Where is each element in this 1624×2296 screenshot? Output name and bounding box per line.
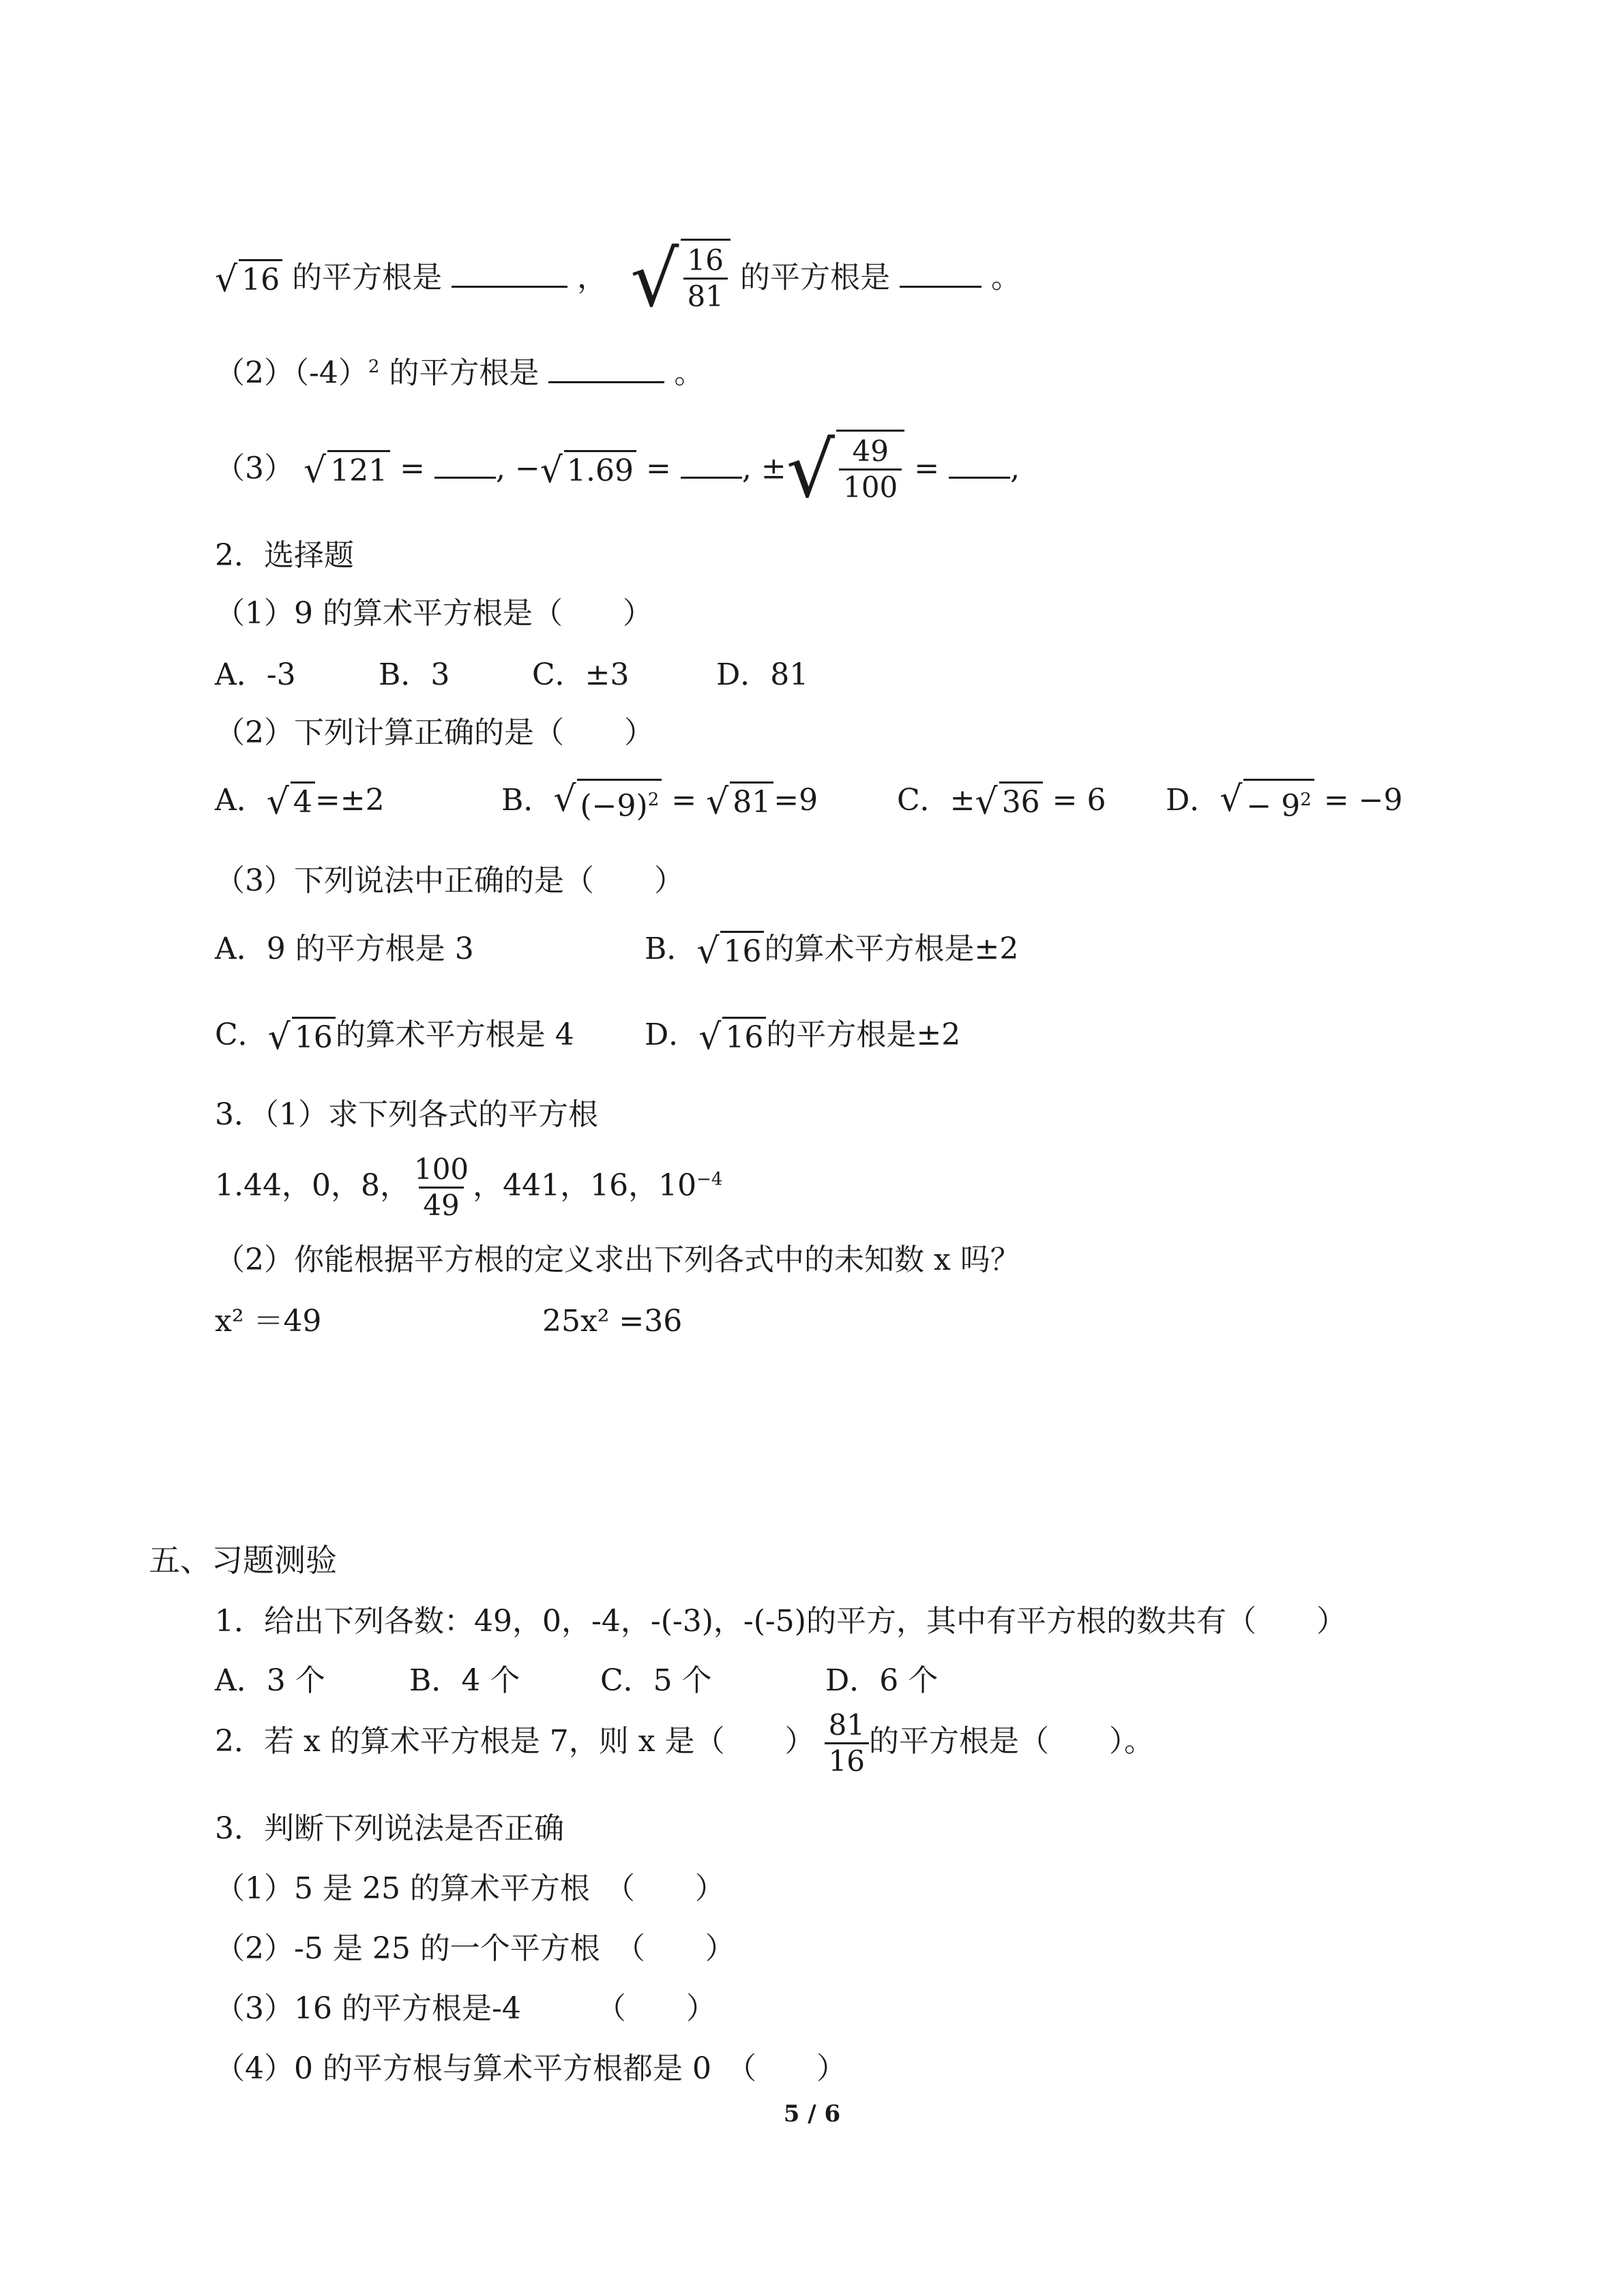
option-b[interactable]: B． √ $(-9)^2$ = √ 81 =9 [501, 779, 897, 826]
q3-list-b: ，441，16，10 [473, 1168, 697, 1203]
sqrt-121: √ 121 [304, 450, 390, 491]
q3-list-exp: −4 [696, 1169, 723, 1190]
p5-j2: （2）-5 是 25 的一个平方根 （ ） [215, 1931, 735, 1966]
p5-q1: 1．给出下列各数：49，0，-4，-(-3)，-(-5)的平方，其中有平方根的数共有（ ） [215, 1604, 1346, 1639]
option-b[interactable]: B．4 个 [409, 1663, 520, 1698]
equation-1: x² ＝49 [215, 1304, 322, 1339]
option-c[interactable]: C．±3 [532, 657, 630, 692]
option-c[interactable]: C．5 个 [600, 1663, 712, 1698]
q1-line [215, 235, 1021, 324]
q1-2-end: 。 [674, 355, 705, 391]
option-c[interactable]: C． √ 16 的算术平方根是 4 [215, 1016, 574, 1058]
q2-s3-row1 [215, 929, 1018, 972]
comma: , [496, 451, 505, 486]
p5-q2 [215, 1708, 1154, 1778]
q1-sep: ， [577, 260, 608, 295]
pm-sign: ± [761, 451, 786, 486]
q1-2-line [215, 346, 704, 394]
q2-s3-stem: （3）下列说法中正确的是（ ） [215, 863, 684, 898]
answer-blank[interactable] [434, 447, 496, 479]
eq-sign: = [645, 451, 671, 486]
comma: , [741, 451, 752, 486]
sqrt-1-69: √ 1.69 [540, 450, 636, 491]
option-d[interactable]: D． √ 16 的平方根是±2 [645, 1016, 961, 1058]
q2-s2-stem: （2）下列计算正确的是（ ） [215, 715, 654, 750]
page-number: 5 / 6 [783, 2100, 841, 2128]
comma: , [1010, 451, 1020, 486]
option-a[interactable]: A． √ 4 =±2 [215, 781, 385, 823]
q2-s1-stem: （1）9 的算术平方根是（ ） [215, 596, 653, 631]
answer-blank[interactable] [681, 447, 742, 479]
option-d[interactable]: D．6 个 [825, 1663, 939, 1698]
option-d[interactable]: D．81 [716, 657, 809, 692]
neg-sign: − [515, 451, 540, 486]
p5-q1-options [215, 1660, 938, 1701]
fraction-100-49: $\frac{100}{49}$ [413, 1152, 469, 1222]
answer-blank[interactable] [949, 447, 1010, 479]
q3-q2: （2）你能根据平方根的定义求出下列各式中的未知数 x 吗？ [215, 1242, 1020, 1277]
q2-heading: 2．选择题 [215, 538, 354, 573]
q2-s1-options [215, 655, 808, 696]
option-a[interactable]: A．9 的平方根是 3 [215, 931, 474, 966]
q1-3-line [215, 426, 1020, 515]
option-b[interactable]: B．3 [379, 657, 450, 692]
q3-heading: 3．（1）求下列各式的平方根 [215, 1097, 598, 1132]
equation-2: 25x² =36 [542, 1304, 683, 1339]
section-title: 五、习题测验 [149, 1542, 337, 1579]
eq-sign: = [400, 451, 425, 486]
p5-j1: （1）5 是 25 的算术平方根 （ ） [215, 1871, 725, 1906]
answer-blank[interactable] [548, 351, 664, 383]
p5-j3: （3）16 的平方根是-4 （ ） [215, 1991, 716, 2026]
p5-j4: （4）0 的平方根与算术平方根都是 0 （ ） [215, 2051, 846, 2086]
option-a[interactable]: A．-3 [215, 657, 296, 692]
q1-2-label: （2）（-4） [215, 355, 368, 391]
q1-2-exp: 2 [368, 357, 380, 377]
q1-end: 。 [990, 260, 1021, 295]
p5-q3: 3．判断下列说法是否正确 [215, 1811, 564, 1846]
option-c[interactable]: C．± √ 36 = 6 [897, 781, 1106, 823]
q1-2-text: 的平方根是 [389, 355, 540, 391]
eq-sign: = [914, 451, 940, 486]
option-b[interactable]: B． √ 16 的算术平方根是±2 [645, 930, 1019, 972]
option-a[interactable]: A．3 个 [215, 1663, 325, 1698]
answer-blank[interactable] [900, 256, 981, 288]
p5-q2-b: 的平方根是（ ）。 [869, 1724, 1155, 1759]
q2-s2-options [215, 779, 1403, 826]
q3-list [215, 1152, 722, 1223]
option-d[interactable]: D． √ − $9^2$ = −9 [1156, 783, 1403, 818]
q1-text-a: 的平方根是 [292, 260, 443, 295]
fraction-81-16: $\frac{81}{16}$ [825, 1708, 869, 1778]
answer-blank[interactable] [452, 256, 567, 288]
sqrt-16: √ 16 [215, 259, 282, 300]
q1-text-b: 的平方根是 [739, 260, 890, 295]
q1-3-label: （3） [215, 451, 294, 486]
q3-equations [215, 1301, 682, 1342]
sqrt-fraction: √ $\frac{49}{100}$ [786, 430, 905, 511]
q2-s3-row2 [215, 1015, 960, 1058]
p5-q2-a: 2．若 x 的算术平方根是 7，则 x 是（ ） [215, 1724, 815, 1759]
q3-list-a: 1.44，0，8， [215, 1168, 410, 1203]
sqrt-fraction: √ $\frac{16}{81}$ [630, 239, 730, 320]
